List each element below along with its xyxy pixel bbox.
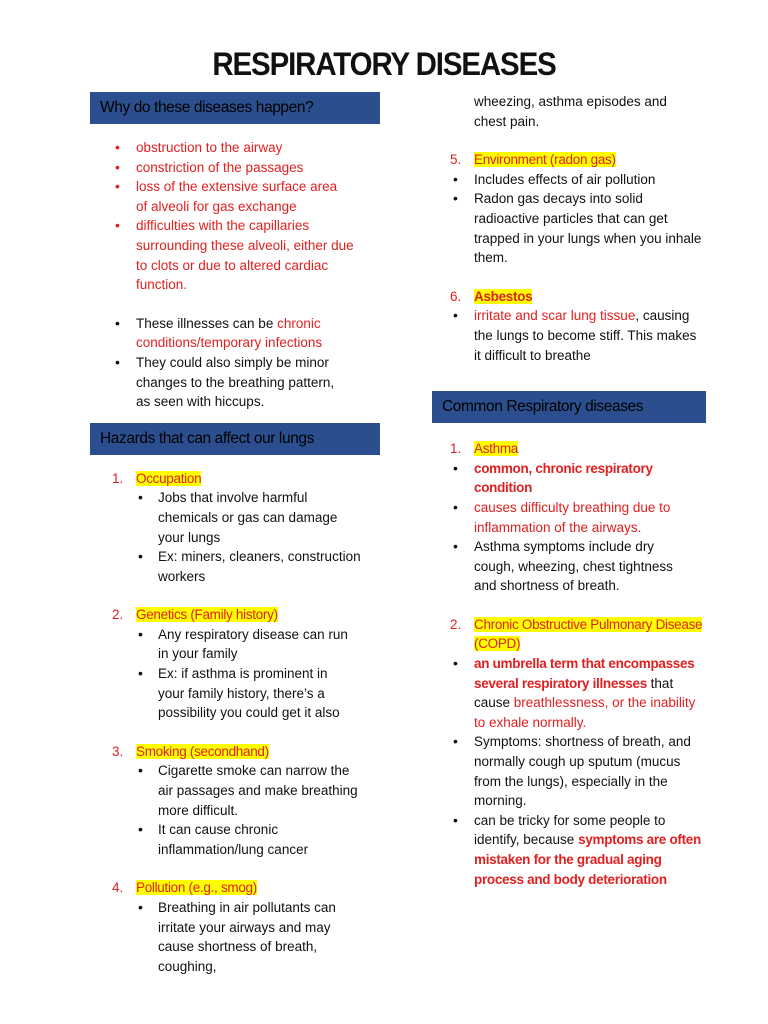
hazard-occupation [90,469,390,587]
hazard-title: Asbestos [474,288,533,304]
hazard-point: • Jobs that involve harmful chemicals or gas can damage your lungs [90,488,366,547]
disease-point: • Asthma symptoms include dry cough, wheezing, chest tightness and shortness of breath. [428,537,692,596]
note-item: • They could also simply be minor changes to the breathing pattern, as seen with hiccups. [90,353,350,412]
disease-point: • Symptoms: shortness of breath, and normally cough up sputum (mucus from the lungs), especially in the morning. [428,732,706,810]
cause-item: • obstruction to the airway [90,138,390,158]
copd-p1-mid: that cause [474,675,674,711]
hazard-point: • Radon gas decays into solid radioactive particles that can get trapped in your lungs when you inhale them. [428,189,702,267]
copd-p1-bold: an umbrella term that encompasses several respiratory illnesses [474,656,695,691]
disease-num: 1. [450,441,462,457]
hazard-point: • Breathing in air pollutants can irritate your airways and may cause shortness of breath, coughing, [90,898,366,976]
hazard-point [428,306,702,365]
cause-item: • constriction of the passages [90,158,390,178]
disease-point [428,811,706,889]
disease-num: 2. [450,616,462,632]
hazard-point: • Any respiratory disease can run in your family [90,625,354,664]
copd-p1-red: breathlessness, or the inability to exhale normally. [474,695,696,730]
copd-p3-prefix: can be tricky for some people to identify, because [474,812,666,848]
left-column [90,92,390,976]
note-prefix: These illnesses can be [136,315,278,331]
hazard-point: • Ex: if asthma is prominent in your family history, there’s a possibility you could get it also [90,664,354,723]
note-red: chronic conditions/temporary infections [136,315,323,351]
hazard-genetics [90,605,390,723]
hazard-pollution [90,878,390,976]
hazard-num: 2. [112,607,124,623]
hazard-num: 6. [450,288,462,304]
cause-item: • difficulties with the capillaries surrounding these alveoli, either due to clots or due to altered cardiac function. [90,216,390,294]
hazard-num: 5. [450,152,462,168]
asthma-p2: causes difficulty breathing due to inflammation of the airways. [474,499,671,535]
asthma-p1: common, chronic respiratory condition [474,460,653,496]
causes-list [90,138,390,295]
disease-asthma [428,439,708,596]
common-heading: Common Respiratory diseases [432,391,706,423]
copd-p3-bold: symptoms are often mistaken for the gradual aging process and body deterioration [474,832,701,887]
hazard-num: 3. [112,743,124,759]
hazard-title: Occupation [136,470,202,486]
hazard-title: Genetics (Family history) [136,607,278,623]
notes-list [90,314,390,412]
hazard-asbestos [428,287,708,365]
disease-title: Asthma [474,441,518,457]
asbestos-red: irritate and scar lung tissue [474,308,636,324]
why-heading: Why do these diseases happen? [90,92,380,124]
disease-copd [428,615,708,889]
hazard-point: • Cigarette smoke can narrow the air passages and make breathing more difficult. [90,761,366,820]
right-column [428,92,708,889]
cause-item: • loss of the extensive surface area of alveoli for gas exchange [90,177,390,216]
disease-point [428,654,706,732]
disease-title: Chronic Obstructive Pulmonary Disease (COPD) [474,616,703,652]
hazard-point: • Includes effects of air pollution [428,170,702,190]
hazard-smoking [90,742,390,860]
hazard-title: Environment (radon gas) [474,152,616,168]
asbestos-rest: , causing the lungs to become stiff. This makes it difficult to breathe [474,308,697,363]
hazard-point: • It can cause chronic inflammation/lung cancer [90,820,366,859]
hazard-title: Smoking (secondhand) [136,743,269,759]
disease-point [428,459,692,498]
page-title: RESPIRATORY DISEASES [212,46,556,82]
pollution-continued: wheezing, asthma episodes and chest pain. [474,94,667,129]
hazard-num: 4. [112,880,124,896]
hazard-environment [428,150,708,268]
hazard-title: Pollution (e.g., smog) [136,880,257,896]
hazard-point: • Ex: miners, cleaners, construction workers [90,547,366,586]
disease-point [428,498,692,537]
hazards-heading: Hazards that can affect our lungs [90,423,380,455]
hazard-num: 1. [112,470,124,486]
note-item [90,314,350,353]
